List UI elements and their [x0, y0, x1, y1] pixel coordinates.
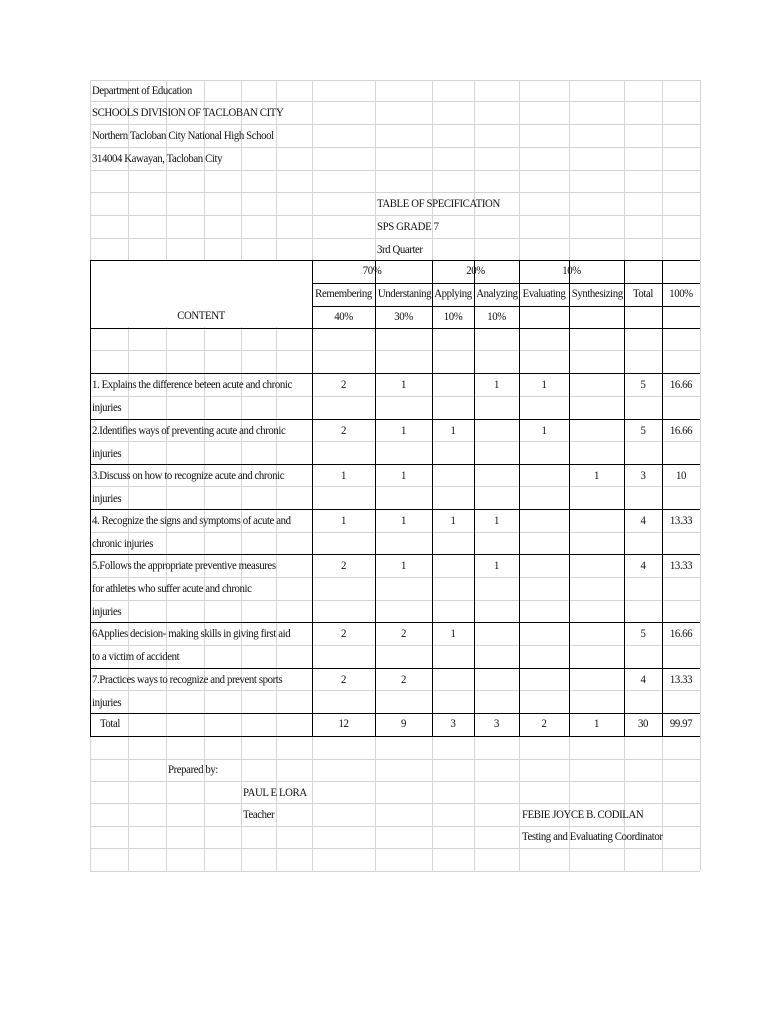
total-cell: 3	[450, 716, 456, 730]
table-cell: 13.33	[669, 558, 693, 572]
table-col-border	[519, 260, 520, 736]
table-cell: 2	[340, 672, 347, 686]
table-cell: 1	[450, 513, 456, 527]
table-col-border	[474, 260, 475, 736]
prepared-by-label: Prepared by:	[168, 762, 219, 776]
total-cell: 9	[400, 716, 407, 730]
column-header: Remembering	[315, 286, 372, 300]
address-label: 314004 Kawayan, Tacloban City	[92, 151, 223, 165]
level-percent: 10%	[487, 309, 506, 323]
table-cell: 2	[400, 672, 407, 686]
grid-hline	[90, 781, 700, 782]
grid-vline	[700, 80, 701, 871]
table-cell: 1	[493, 558, 500, 572]
division-label: SCHOOLS DIVISION OF TACLOBAN CITY	[92, 105, 284, 119]
coordinator-name: FEBIE JOYCE B. CODILAN	[522, 807, 644, 821]
group-percent-70: 70%	[362, 263, 382, 277]
row-content-text: injuries	[92, 446, 122, 460]
group-percent-20: 20%	[466, 263, 485, 277]
grade-label: SPS GRADE 7	[377, 219, 439, 233]
total-label: Total	[99, 716, 121, 730]
table-cell: 13.33	[669, 513, 693, 527]
grid-hline	[90, 848, 700, 849]
table-cell: 1	[450, 423, 456, 437]
grid-hline	[90, 645, 700, 646]
table-cell: 2	[340, 626, 347, 640]
dept-label: Department of Education	[92, 83, 192, 97]
table-cell: 16.66	[669, 377, 693, 391]
row-content-text: for athletes who suffer acute and chronic	[92, 581, 252, 595]
row-content-text: injuries	[92, 491, 122, 505]
grid-hline	[90, 577, 700, 578]
total-cell: 30	[637, 716, 648, 730]
row-content-text: injuries	[92, 695, 122, 709]
table-cell: 2	[400, 626, 407, 640]
table-cell: 1	[400, 423, 407, 437]
total-cell: 12	[338, 716, 349, 730]
column-header: Applying	[434, 286, 472, 300]
total-row-top-border	[90, 713, 700, 714]
header-bottom-border	[90, 328, 700, 329]
header-row-border	[312, 306, 700, 307]
table-cell: 3	[640, 468, 646, 482]
table-cell: 13.33	[669, 672, 693, 686]
row-group-border	[90, 373, 700, 374]
row-group-border	[90, 509, 700, 510]
column-header: Total	[632, 286, 654, 300]
table-cell: 4	[640, 558, 646, 572]
grid-hline	[90, 803, 700, 804]
table-cell: 4	[640, 672, 646, 686]
table-cell: 1	[493, 513, 500, 527]
row-group-border	[90, 622, 700, 623]
table-col-border	[662, 260, 663, 736]
grid-hline	[90, 192, 700, 193]
row-group-border	[90, 419, 700, 420]
teacher-role: Teacher	[243, 807, 275, 821]
grid-hline	[90, 486, 700, 487]
table-title: TABLE OF SPECIFICATION	[377, 196, 500, 210]
grid-hline	[90, 124, 700, 125]
table-cell: 1	[400, 377, 407, 391]
table-border-bottom	[90, 736, 700, 737]
table-cell: 16.66	[669, 423, 693, 437]
table-cell: 1	[340, 468, 347, 482]
total-cell: 1	[593, 716, 600, 730]
grid-hline	[90, 170, 700, 171]
table-cell: 1	[493, 377, 500, 391]
grid-hline	[90, 759, 700, 760]
grid-hline	[90, 826, 700, 827]
level-percent: 10%	[443, 309, 463, 323]
column-header: 100%	[669, 286, 693, 300]
column-header: Evaluating	[522, 286, 566, 300]
column-header: Analyzing	[476, 286, 518, 300]
table-col-border	[569, 260, 570, 736]
grid-hline	[90, 101, 700, 102]
table-col-border	[432, 260, 433, 736]
column-header: Understaning	[377, 286, 432, 300]
total-cell: 3	[493, 716, 500, 730]
table-cell: 2	[340, 423, 347, 437]
table-col-border	[375, 260, 376, 736]
grid-hline	[90, 350, 700, 351]
grid-hline	[90, 690, 700, 691]
table-border-left	[90, 260, 91, 736]
row-content-text: 5.Follows the appropriate preventive measures	[92, 558, 276, 572]
row-content-text: 3.Discuss on how to recognize acute and chronic	[92, 468, 285, 482]
total-cell: 2	[541, 716, 547, 730]
row-content-text: injuries	[92, 400, 122, 414]
table-cell: 1	[400, 513, 407, 527]
grid-hline	[90, 441, 700, 442]
row-content-text: to a victim of accident	[92, 649, 180, 663]
table-cell: 1	[541, 423, 547, 437]
grid-hline	[90, 238, 700, 239]
row-content-text: 4. Recognize the signs and symptoms of acute and	[92, 513, 291, 527]
table-cell: 5	[640, 423, 646, 437]
level-percent: 30%	[394, 309, 413, 323]
table-cell: 2	[340, 377, 347, 391]
grid-hline	[90, 396, 700, 397]
table-cell: 4	[640, 513, 646, 527]
row-content-text: 1. Explains the difference beteen acute and chronic	[92, 377, 292, 391]
grid-hline	[90, 215, 700, 216]
teacher-name: PAUL E LORA	[243, 785, 307, 799]
row-content-text: chronic injuries	[92, 536, 154, 550]
table-cell: 5	[640, 377, 646, 391]
content-label: CONTENT	[177, 308, 225, 322]
total-cell: 99.97	[669, 716, 693, 730]
row-group-border	[90, 554, 700, 555]
school-label: Northern Tacloban City National High School	[92, 128, 274, 142]
table-cell: 5	[640, 626, 646, 640]
header-row-border	[312, 283, 700, 284]
table-col-border	[312, 260, 313, 736]
grid-hline	[90, 871, 700, 872]
row-group-border	[90, 464, 700, 465]
table-cell: 1	[400, 468, 407, 482]
grid-hline	[90, 147, 700, 148]
row-group-border	[90, 668, 700, 669]
grid-hline	[90, 80, 700, 81]
group-percent-10: 10%	[562, 263, 581, 277]
grid-hline	[90, 600, 700, 601]
grid-hline	[90, 532, 700, 533]
table-cell: 2	[340, 558, 347, 572]
level-percent: 40%	[334, 309, 353, 323]
table-cell: 1	[340, 513, 347, 527]
table-cell: 1	[400, 558, 407, 572]
table-cell: 1	[541, 377, 547, 391]
quarter-label: 3rd Quarter	[377, 242, 423, 256]
table-cell: 1	[450, 626, 456, 640]
row-content-text: injuries	[92, 604, 122, 618]
coordinator-role: Testing and Evaluating Coordinator	[522, 829, 663, 843]
table-border-top	[90, 260, 700, 261]
table-cell: 16.66	[669, 626, 693, 640]
row-content-text: 2.Identifies ways of preventing acute and chronic	[92, 423, 286, 437]
row-content-text: 7.Practices ways to recognize and prevent sports	[92, 672, 283, 686]
table-cell: 10	[675, 468, 686, 482]
table-cell: 1	[593, 468, 600, 482]
column-header: Synthesizing	[571, 286, 623, 300]
table-col-border	[624, 260, 625, 736]
row-content-text: 6Applies decision- making skills in giving first aid	[92, 626, 291, 640]
